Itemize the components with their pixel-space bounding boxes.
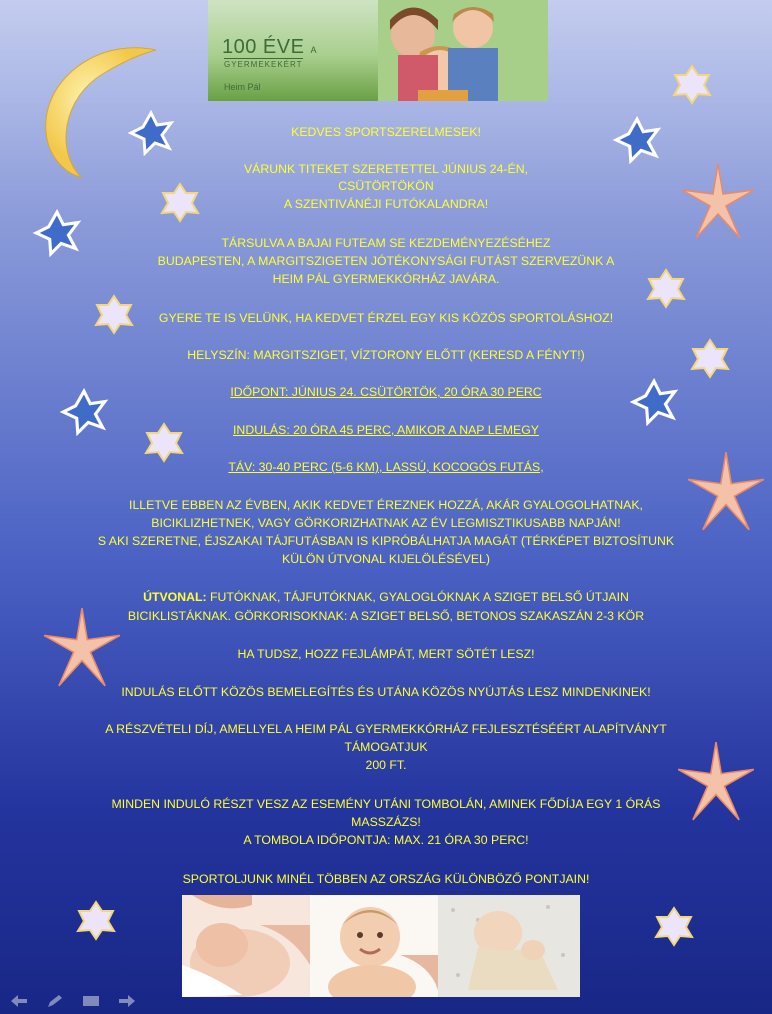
sleeping-baby-photo — [438, 895, 580, 997]
route-line-1: ÚTVONAL: FUTÓKNAK, TÁJFUTÓKNAK, GYALOGLÓKNAK A SZIGET BELSŐ ÚTJAIN — [143, 590, 629, 604]
smiling-baby-photo — [310, 895, 438, 997]
association-line-2: BUDAPESTEN, A MARGITSZIGETEN JÓTÉKONYSÁGI FUTÁST SZERVEZÜNK A — [157, 254, 615, 268]
event-name: A SZENTIVÁNÉJI FUTÓKALANDRA! — [283, 197, 489, 211]
fee-amount: 200 FT. — [365, 758, 407, 772]
greeting: KEDVES SPORTSZERELMESEK! — [291, 125, 481, 139]
banner-subtitle: GYERMEKEKÉRT — [224, 60, 303, 69]
route-line-2: BICIKLISTÁKNAK. GÖRKORISOKNAK: A SZIGET BELSŐ, BETONOS SZAKASZÁN 2-3 KÖR — [127, 609, 645, 623]
come-along: GYERE TE IS VELÜNK, HA KEDVET ÉRZEL EGY KIS KÖZÖS SPORTOLÁSHOZ! — [158, 311, 614, 325]
options-line-3: S AKI SZERETNE, ÉJSZAKAI TÁJFUTÁSBAN IS KIPRÓBÁLHATJA MAGÁT (TÉRKÉPET BIZTOSÍTUNK — [97, 534, 675, 548]
start-time: INDULÁS: 20 ÓRA 45 PERC, AMIKOR A NAP LEMEGY — [233, 423, 539, 437]
raffle-line-1: MINDEN INDULÓ RÉSZT VESZ AZ ESEMÉNY UTÁNI TOMBOLÁN, AMINEK FŐDÍJA EGY 1 ÓRÁS — [111, 797, 661, 811]
slide-navigation — [10, 994, 136, 1008]
options-line-1: ILLETVE EBBEN AZ ÉVBEN, AKIK KEDVET ÉREZNEK HOZZÁ, AKÁR GYALOGOLHATNAK, — [129, 498, 643, 512]
location: HELYSZÍN: MARGITSZIGET, VÍZTORONY ELŐTT (KERESD A FÉNYT!) — [187, 348, 585, 362]
baby-massage-photo — [182, 895, 310, 997]
event-time: IDŐPONT: JÚNIUS 24. CSÜTÖRTÖK, 20 ÓRA 30 PERC — [230, 385, 542, 399]
raffle-time: A TOMBOLA IDŐPONTJA: MAX. 21 ÓRA 30 PERC! — [243, 833, 529, 847]
banner-title: 100 ÉVE A — [222, 36, 318, 58]
star-icon — [652, 904, 696, 948]
options-line-4: KÜLÖN ÚTVONAL KIJELÖLÉSÉVEL) — [282, 552, 490, 566]
warmup-note: INDULÁS ELŐTT KÖZÖS BEMELEGÍTÉS ÉS UTÁNA KÖZÖS NYÚJTÁS LESZ MINDENKINEK! — [121, 685, 651, 699]
children-photo — [378, 0, 548, 101]
raffle-line-2: MASSZÁZS! — [351, 815, 421, 829]
pen-icon[interactable] — [46, 994, 64, 1008]
headlamp-note: HA TUDSZ, HOZZ FEJLÁMPÁT, MERT SÖTÉT LESZ! — [237, 647, 535, 661]
association-line-1: TÁRSULVA A BAJAI FUTEAM SE KEZDEMÉNYEZÉSÉHEZ — [221, 236, 551, 250]
banner-logo: Heim Pál — [224, 82, 261, 92]
invite-line-2: CSÜTÖRTÖKÖN — [338, 179, 434, 193]
next-arrow-icon[interactable] — [118, 994, 136, 1008]
fee-line-2: TÁMOGATJUK — [344, 740, 428, 754]
star-icon — [670, 62, 714, 106]
closing-line: SPORTOLJUNK MINÉL TÖBBEN AZ ORSZÁG KÜLÖNBÖZŐ PONTJAIN! — [182, 872, 590, 886]
header-banner — [208, 0, 548, 101]
distance: TÁV: 30-40 PERC (5-6 KM), LASSÚ, KOCOGÓS FUTÁS, — [228, 460, 544, 474]
star-icon — [74, 898, 118, 942]
prev-arrow-icon[interactable] — [10, 994, 28, 1008]
association-line-3: HEIM PÁL GYERMEKKÓRHÁZ JAVÁRA. — [272, 272, 500, 286]
invite-line-1: VÁRUNK TITEKET SZERETETTEL JÚNIUS 24-ÉN, — [243, 162, 529, 176]
menu-icon[interactable] — [82, 994, 100, 1008]
options-line-2: BICIKLIZHETNEK, VAGY GÖRKORIZHATNAK AZ ÉV LEGMISZTIKUSABB NAPJÁN! — [151, 516, 621, 530]
fee-line-1: A RÉSZVÉTELI DÍJ, AMELLYEL A HEIM PÁL GYERMEKKÓRHÁZ FEJLESZTÉSÉÉRT ALAPÍTVÁNYT — [105, 722, 667, 736]
